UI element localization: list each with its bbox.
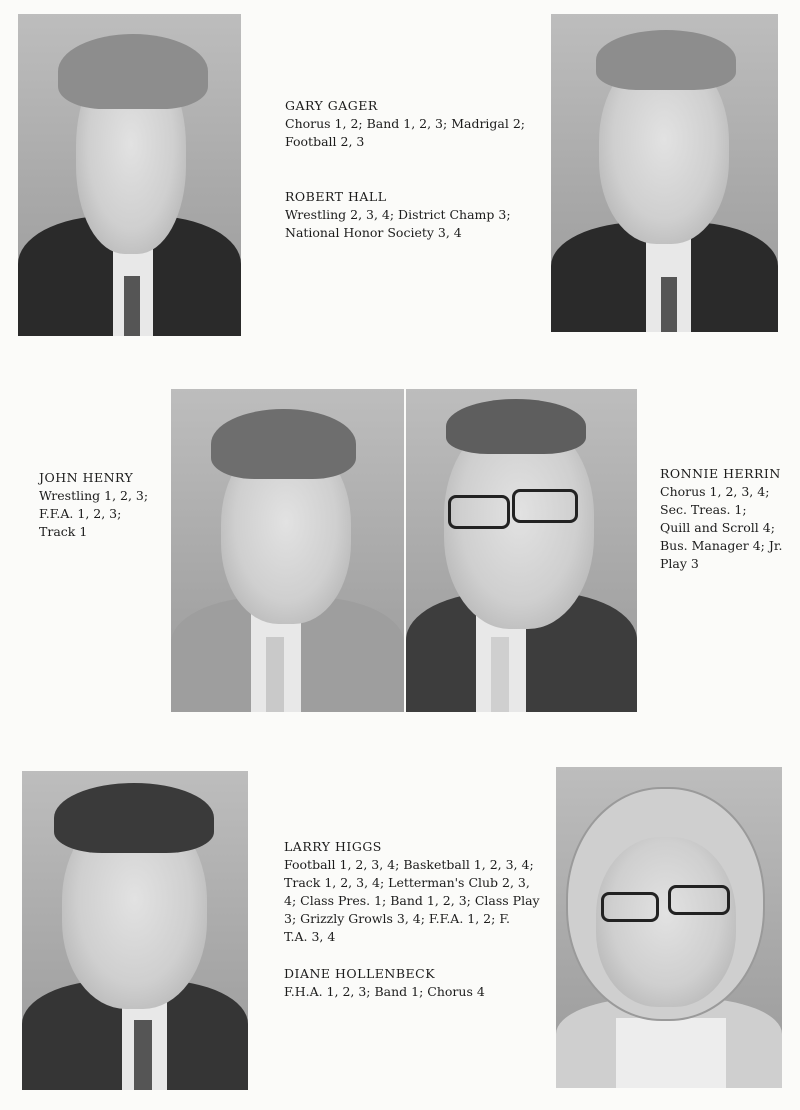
activity-line: Play 3	[660, 556, 699, 571]
portrait-larry-higgs	[22, 771, 248, 1090]
student-name: LARRY HIGGS	[284, 839, 382, 854]
student-name: RONNIE HERRIN	[660, 466, 781, 481]
bio-ronnie-herrin	[660, 465, 782, 573]
activity-line: Wrestling 1, 2, 3;	[39, 488, 149, 503]
activity-line: Bus. Manager 4; Jr.	[660, 538, 783, 553]
activity-line: Track 1	[39, 524, 88, 539]
portrait-diane-hollenbeck	[556, 767, 782, 1088]
portrait-john-henry	[171, 389, 404, 712]
bio-robert-hall	[285, 188, 511, 242]
activity-line: Sec. Treas. 1;	[660, 502, 747, 517]
student-name: ROBERT HALL	[285, 189, 387, 204]
portrait-gary-gager	[18, 14, 241, 336]
portrait-ronnie-herrin	[406, 389, 637, 712]
portrait-robert-hall	[551, 14, 778, 332]
activity-line: Football 2, 3	[285, 134, 365, 149]
bio-gary-gager	[285, 97, 525, 151]
activity-line: Chorus 1, 2, 3, 4;	[660, 484, 770, 499]
student-name: JOHN HENRY	[39, 470, 134, 485]
activity-line: 4; Class Pres. 1; Band 1, 2, 3; Class Play	[284, 893, 540, 908]
activity-line: Quill and Scroll 4;	[660, 520, 775, 535]
student-name: DIANE HOLLENBECK	[284, 966, 436, 981]
activity-line: F.F.A. 1, 2, 3;	[39, 506, 122, 521]
bio-diane-hollenbeck	[284, 965, 485, 1001]
bio-john-henry	[39, 469, 148, 541]
activity-line: 3; Grizzly Growls 3, 4; F.F.A. 1, 2; F.	[284, 911, 511, 926]
activity-line: Football 1, 2, 3, 4; Basketball 1, 2, 3, 4;	[284, 857, 534, 872]
bio-larry-higgs	[284, 838, 540, 946]
activity-line: F.H.A. 1, 2, 3; Band 1; Chorus 4	[284, 984, 485, 999]
student-name: GARY GAGER	[285, 98, 378, 113]
activity-line: National Honor Society 3, 4	[285, 225, 462, 240]
activity-line: Track 1, 2, 3, 4; Letterman's Club 2, 3,	[284, 875, 530, 890]
activity-line: Chorus 1, 2; Band 1, 2, 3; Madrigal 2;	[285, 116, 526, 131]
activity-line: T.A. 3, 4	[284, 929, 336, 944]
activity-line: Wrestling 2, 3, 4; District Champ 3;	[285, 207, 511, 222]
